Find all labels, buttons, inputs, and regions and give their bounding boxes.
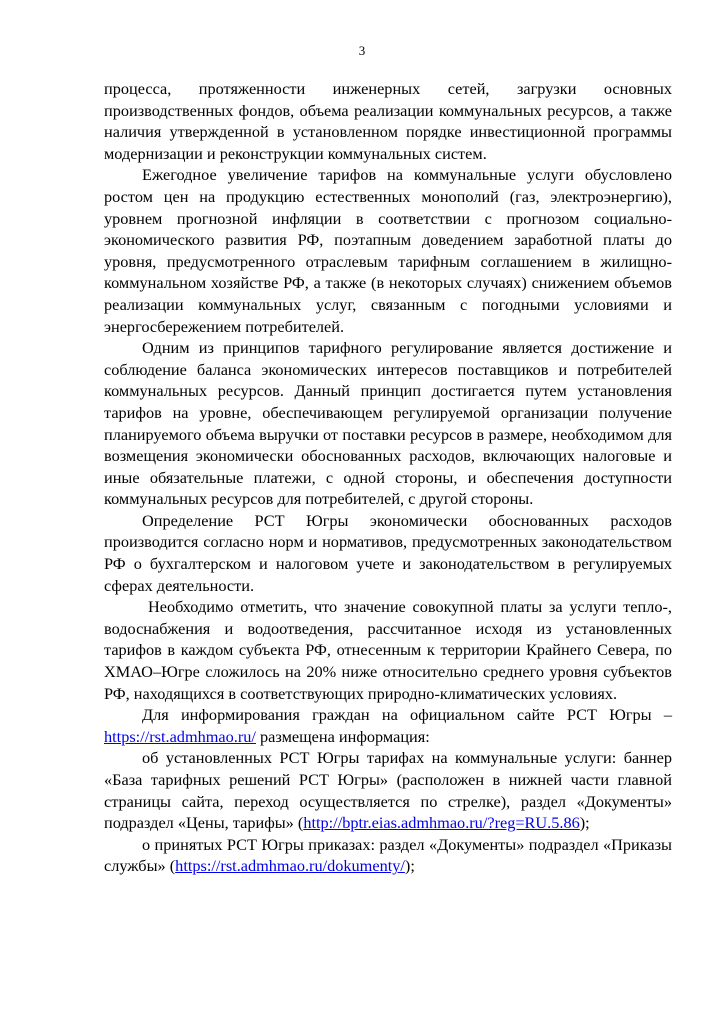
paragraph-service-orders-after: ); xyxy=(404,856,415,876)
document-body xyxy=(104,78,672,877)
paragraph-information-site xyxy=(104,704,672,747)
paragraph-tariff-factors-continued: процесса, протяженности инженерных сетей, загрузки основных производственных фондов, объема реализации коммунальных ресурсов, а также наличия утвержденной в установленном порядке инвестиционной программы модернизации и реконструкции коммунальных систем. xyxy=(104,79,672,163)
paragraph-tariff-database xyxy=(104,747,672,833)
service-orders-link[interactable]: https://rst.admhmao.ru/dokumenty/ xyxy=(175,856,405,876)
paragraph-tariff-database-after: ); xyxy=(579,813,590,833)
paragraph-regulation-principles: Одним из принципов тарифного регулирование является достижение и соблюдение баланса экономических интересов поставщиков и потребителей коммунальных ресурсов. Данный принцип достигается путем установления тарифов на уровне, обеспечивающем регулируемой организации получение планируемого объема выручки от поставки ресурсов в размере, необходимом для возмещения экономически обоснованных расходов, включающих налоговые и иные обязательные платежи, с одной стороны, и обеспечения доступности коммунальных ресурсов для потребителей, с другой стороны. xyxy=(104,338,672,509)
paragraph-service-orders xyxy=(104,834,672,877)
paragraph-tariff-database-text: об установленных РСТ Югры тарифах на коммунальные услуги: баннер «База тарифных решений РСТ Югры» (расположен в нижней части главной страницы сайта, переход осуществляется по стрелке), раздел «Документы» подраздел «Цены, тарифы» ( xyxy=(104,748,672,833)
paragraph-annual-tariff-increase: Ежегодное увеличение тарифов на коммунальные услуги обусловлено ростом цен на продукцию естественных монополий (газ, электроэнергию), уровнем прогнозной инфляции в соответствии с прогнозом социально-экономического развития РФ, поэтапным доведением заработной платы до уровня, предусмотренного отраслевым тарифным соглашением в жилищно-коммунальном хозяйстве РФ, а также (в некоторых случаях) снижением объемов реализации коммунальных услуг, связанным с погодными условиями и энергосбережением потребителей. xyxy=(104,165,672,336)
paragraph-cost-determination: Определение РСТ Югры экономически обоснованных расходов производится согласно норм и нормативов, предусмотренных законодательством РФ о бухгалтерском и налоговом учете и законодательством в регулируемых сферах деятельности. xyxy=(104,510,672,595)
tariff-database-link[interactable]: http://bptr.eias.admhmao.ru/?reg=RU.5.86 xyxy=(303,813,580,833)
paragraph-information-site-after: размещена информация: xyxy=(255,726,430,746)
paragraph-service-orders-text: о принятых РСТ Югры приказах: раздел «Документы» подраздел «Приказы службы» ( xyxy=(104,834,672,876)
page-number: 3 xyxy=(358,43,366,58)
rst-website-link[interactable]: https://rst.admhmao.ru/ xyxy=(104,726,256,746)
paragraph-information-site-text: Для информирования граждан на официальном сайте РСТ Югры – xyxy=(142,705,672,725)
paragraph-total-fee-comparison: Необходимо отметить, что значение совокупной платы за услуги тепло-, водоснабжения и водоотведения, рассчитанное исходя из установленных тарифов в каждом субъекта РФ, отнесенным к территории Крайнего Севера, по ХМАО–Югре сложилось на 20% ниже относительно среднего уровня субъектов РФ, находящихся в соответствующих природно-климатических условиях. xyxy=(104,597,672,703)
